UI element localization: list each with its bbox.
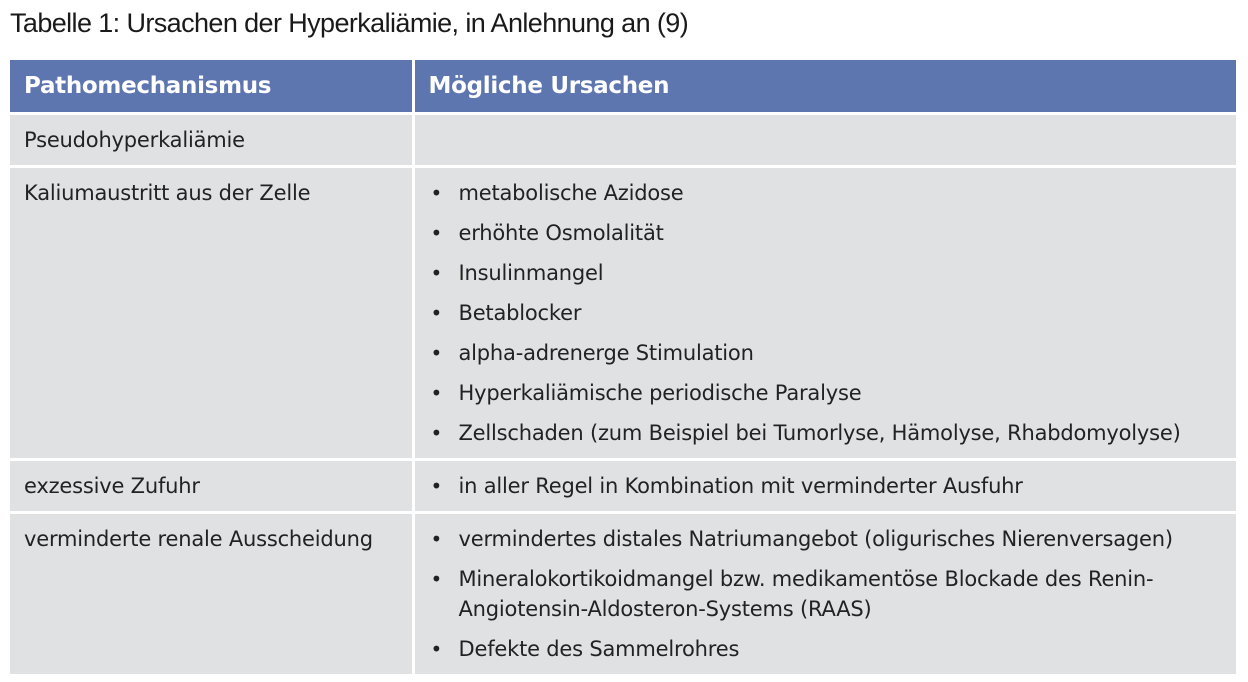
causes-list (429, 178, 1229, 448)
table-caption: Tabelle 1: Ursachen der Hyperkaliämie, in Anlehnung an (9) (10, 8, 689, 38)
mechanism-cell: Pseudohyperkaliämie (10, 114, 413, 167)
causes-cell (413, 513, 1236, 675)
table-header-row (10, 60, 1236, 114)
list-item (429, 418, 1229, 448)
cause-text: Betablocker (458, 301, 582, 325)
cause-text: metabolische Azidose (458, 181, 684, 205)
causes-cell (413, 114, 1236, 167)
causes-cell (413, 460, 1236, 513)
bullet-icon: • (430, 637, 443, 661)
mechanism-cell: exzessive Zufuhr (10, 460, 413, 513)
bullet-icon: • (430, 261, 443, 285)
table-row (10, 460, 1236, 513)
bullet-icon: • (430, 341, 443, 365)
bullet-icon: • (430, 567, 443, 591)
cause-text: Hyperkaliämische periodische Paralyse (458, 381, 862, 405)
list-item (429, 178, 1229, 208)
list-item (429, 218, 1229, 248)
list-item (429, 471, 1229, 501)
causes-list (429, 524, 1229, 664)
causes-cell (413, 167, 1236, 460)
list-item (429, 378, 1229, 408)
list-item (429, 524, 1229, 554)
column-header-mechanism: Pathomechanismus (10, 60, 413, 114)
cause-text: alpha-adrenerge Stimulation (458, 341, 754, 365)
table-row (10, 114, 1236, 167)
causes-list (429, 471, 1229, 501)
bullet-icon: • (430, 527, 443, 551)
table-row (10, 513, 1236, 675)
bullet-icon: • (430, 474, 443, 498)
hyperkalemia-causes-table (10, 60, 1236, 674)
cause-text: vermindertes distales Natriumangebot (oligurisches Nierenversagen) (458, 527, 1173, 551)
cause-text: erhöhte Osmolalität (458, 221, 664, 245)
bullet-icon: • (430, 221, 443, 245)
column-header-causes: Mögliche Ursachen (413, 60, 1236, 114)
list-item (429, 634, 1229, 664)
mechanism-cell: Kaliumaustritt aus der Zelle (10, 167, 413, 460)
bullet-icon: • (430, 181, 443, 205)
cause-text: Defekte des Sammelrohres (458, 637, 740, 661)
bullet-icon: • (430, 301, 443, 325)
list-item (429, 298, 1229, 328)
mechanism-cell: verminderte renale Ausscheidung (10, 513, 413, 675)
cause-text: Zellschaden (zum Beispiel bei Tumorlyse, Hämolyse, Rhabdomyolyse) (458, 421, 1181, 445)
table-row (10, 167, 1236, 460)
cause-text: Mineralokortikoidmangel bzw. medikamentöse Blockade des Renin-Angiotensin-Aldosteron-Systems (RAAS) (458, 567, 1154, 621)
list-item (429, 258, 1229, 288)
bullet-icon: • (430, 381, 443, 405)
bullet-icon: • (430, 421, 443, 445)
list-item (429, 338, 1229, 368)
list-item (429, 564, 1229, 624)
cause-text: Insulinmangel (458, 261, 604, 285)
cause-text: in aller Regel in Kombination mit verminderter Ausfuhr (458, 474, 1023, 498)
